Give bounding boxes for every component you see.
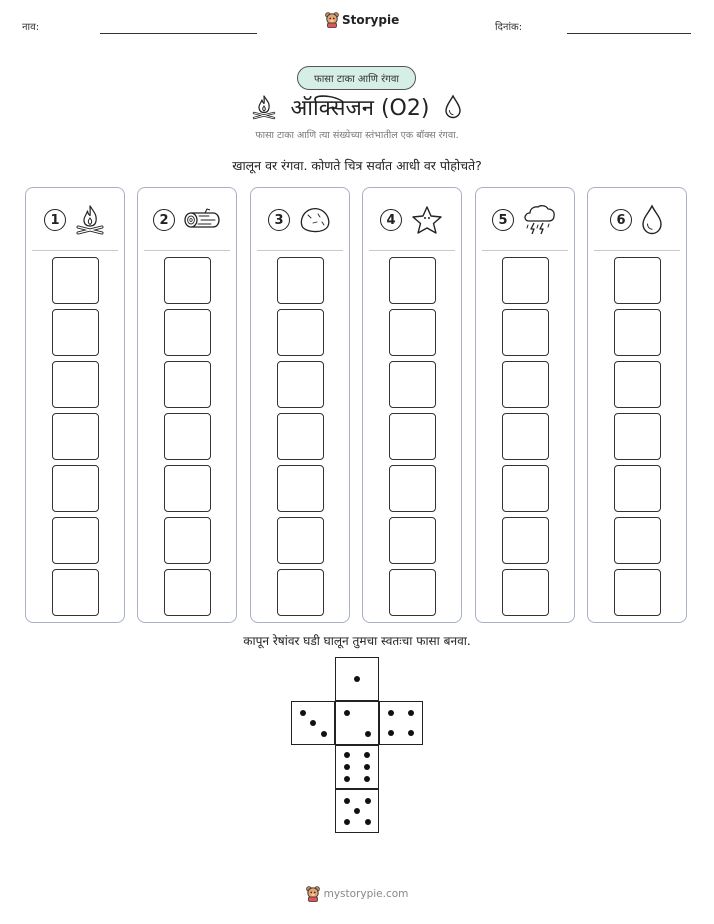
color-box[interactable] <box>52 413 99 460</box>
column-divider <box>32 250 118 251</box>
column-5 <box>475 187 575 623</box>
dice-pip <box>408 730 414 736</box>
color-box[interactable] <box>164 361 211 408</box>
color-box[interactable] <box>389 517 436 564</box>
footer-url[interactable]: mystorypie.com <box>323 888 409 900</box>
color-box[interactable] <box>277 361 324 408</box>
water-drop-icon <box>640 204 664 236</box>
column-2 <box>137 187 237 623</box>
bear-icon <box>306 886 320 902</box>
footer <box>0 886 714 902</box>
column-divider <box>257 250 343 251</box>
dice-pip <box>344 710 350 716</box>
dice-pip <box>321 731 327 737</box>
color-box[interactable] <box>389 413 436 460</box>
column-number: 5 <box>492 209 514 231</box>
column-number: 6 <box>610 209 632 231</box>
dice-face-3 <box>291 701 335 745</box>
color-box[interactable] <box>614 465 661 512</box>
dice-pip <box>344 819 350 825</box>
dice-pip <box>388 730 394 736</box>
color-box[interactable] <box>614 569 661 616</box>
activity-badge: फासा टाका आणि रंगवा <box>297 66 416 90</box>
column-number: 1 <box>44 209 66 231</box>
color-box[interactable] <box>502 465 549 512</box>
instruction-text: खालून वर रंगवा. कोणते चित्र सर्वात आधी वर पोहोचते? <box>232 158 482 173</box>
dice-pip <box>354 808 360 814</box>
column-header <box>251 202 349 238</box>
dice-pip <box>365 798 371 804</box>
color-box[interactable] <box>277 413 324 460</box>
color-box[interactable] <box>389 569 436 616</box>
dice-face-1 <box>335 657 379 701</box>
column-divider <box>369 250 455 251</box>
color-box[interactable] <box>502 361 549 408</box>
dice-pip <box>344 752 350 758</box>
campfire-icon <box>251 94 277 120</box>
column-4 <box>362 187 462 623</box>
star-icon <box>410 204 444 236</box>
column-header <box>476 202 574 238</box>
color-box[interactable] <box>52 517 99 564</box>
color-box[interactable] <box>52 257 99 304</box>
color-box[interactable] <box>52 309 99 356</box>
color-box[interactable] <box>502 413 549 460</box>
color-box[interactable] <box>277 257 324 304</box>
bear-icon <box>325 12 339 28</box>
dice-pip <box>344 798 350 804</box>
color-box[interactable] <box>52 569 99 616</box>
dice-pip <box>364 752 370 758</box>
column-number: 2 <box>153 209 175 231</box>
title-row <box>0 90 714 124</box>
column-number: 3 <box>268 209 290 231</box>
cut-instruction: कापून रेषांवर घडी घालून तुमचा स्वतःचा फासा बनवा. <box>243 634 471 648</box>
color-box[interactable] <box>52 465 99 512</box>
dice-pip <box>365 731 371 737</box>
color-box[interactable] <box>277 465 324 512</box>
column-header <box>588 202 686 238</box>
color-box[interactable] <box>277 569 324 616</box>
color-box[interactable] <box>502 309 549 356</box>
color-box[interactable] <box>502 517 549 564</box>
color-box[interactable] <box>164 309 211 356</box>
color-box[interactable] <box>614 517 661 564</box>
color-box[interactable] <box>502 257 549 304</box>
column-header <box>363 202 461 238</box>
color-box[interactable] <box>277 309 324 356</box>
column-6 <box>587 187 687 623</box>
campfire-icon <box>74 204 106 236</box>
color-box[interactable] <box>277 517 324 564</box>
dice-pip <box>354 676 360 682</box>
column-divider <box>482 250 568 251</box>
water-drop-icon <box>443 94 463 120</box>
dice-pip <box>364 776 370 782</box>
column-divider <box>594 250 680 251</box>
color-box[interactable] <box>614 309 661 356</box>
color-box[interactable] <box>502 569 549 616</box>
column-header <box>26 202 124 238</box>
page-title: ऑक्सिजन (O2) <box>290 96 430 121</box>
color-box[interactable] <box>164 517 211 564</box>
storm-cloud-icon <box>522 203 558 237</box>
log-icon <box>183 205 221 235</box>
color-box[interactable] <box>614 361 661 408</box>
color-box[interactable] <box>614 413 661 460</box>
column-divider <box>144 250 230 251</box>
color-box[interactable] <box>164 465 211 512</box>
subtitle: फासा टाका आणि त्या संख्येच्या स्तंभातील एक बॉक्स रंगवा. <box>255 130 459 141</box>
dice-pip <box>344 764 350 770</box>
color-box[interactable] <box>164 257 211 304</box>
dice-face-2 <box>335 701 379 745</box>
column-3 <box>250 187 350 623</box>
color-box[interactable] <box>164 569 211 616</box>
dice-pip <box>300 710 306 716</box>
color-box[interactable] <box>164 413 211 460</box>
color-box[interactable] <box>389 465 436 512</box>
brand-name: Storypie <box>342 13 400 27</box>
date-line[interactable] <box>567 33 691 34</box>
color-box[interactable] <box>52 361 99 408</box>
dice-face-4 <box>379 701 423 745</box>
dice-pip <box>364 764 370 770</box>
name-line[interactable] <box>100 33 257 34</box>
dice-pip <box>310 720 316 726</box>
dice-face-5 <box>335 789 379 833</box>
color-box[interactable] <box>389 361 436 408</box>
rock-icon <box>298 205 332 235</box>
name-label: नाव: <box>22 22 40 33</box>
color-box[interactable] <box>389 309 436 356</box>
date-label: दिनांक: <box>495 22 523 33</box>
column-number: 4 <box>380 209 402 231</box>
dice-pip <box>388 710 394 716</box>
storypie-logo <box>325 12 399 28</box>
dice-face-6 <box>335 745 379 789</box>
column-1 <box>25 187 125 623</box>
dice-pip <box>365 819 371 825</box>
dice-pip <box>344 776 350 782</box>
column-header <box>138 202 236 238</box>
color-box[interactable] <box>389 257 436 304</box>
dice-pip <box>408 710 414 716</box>
color-box[interactable] <box>614 257 661 304</box>
